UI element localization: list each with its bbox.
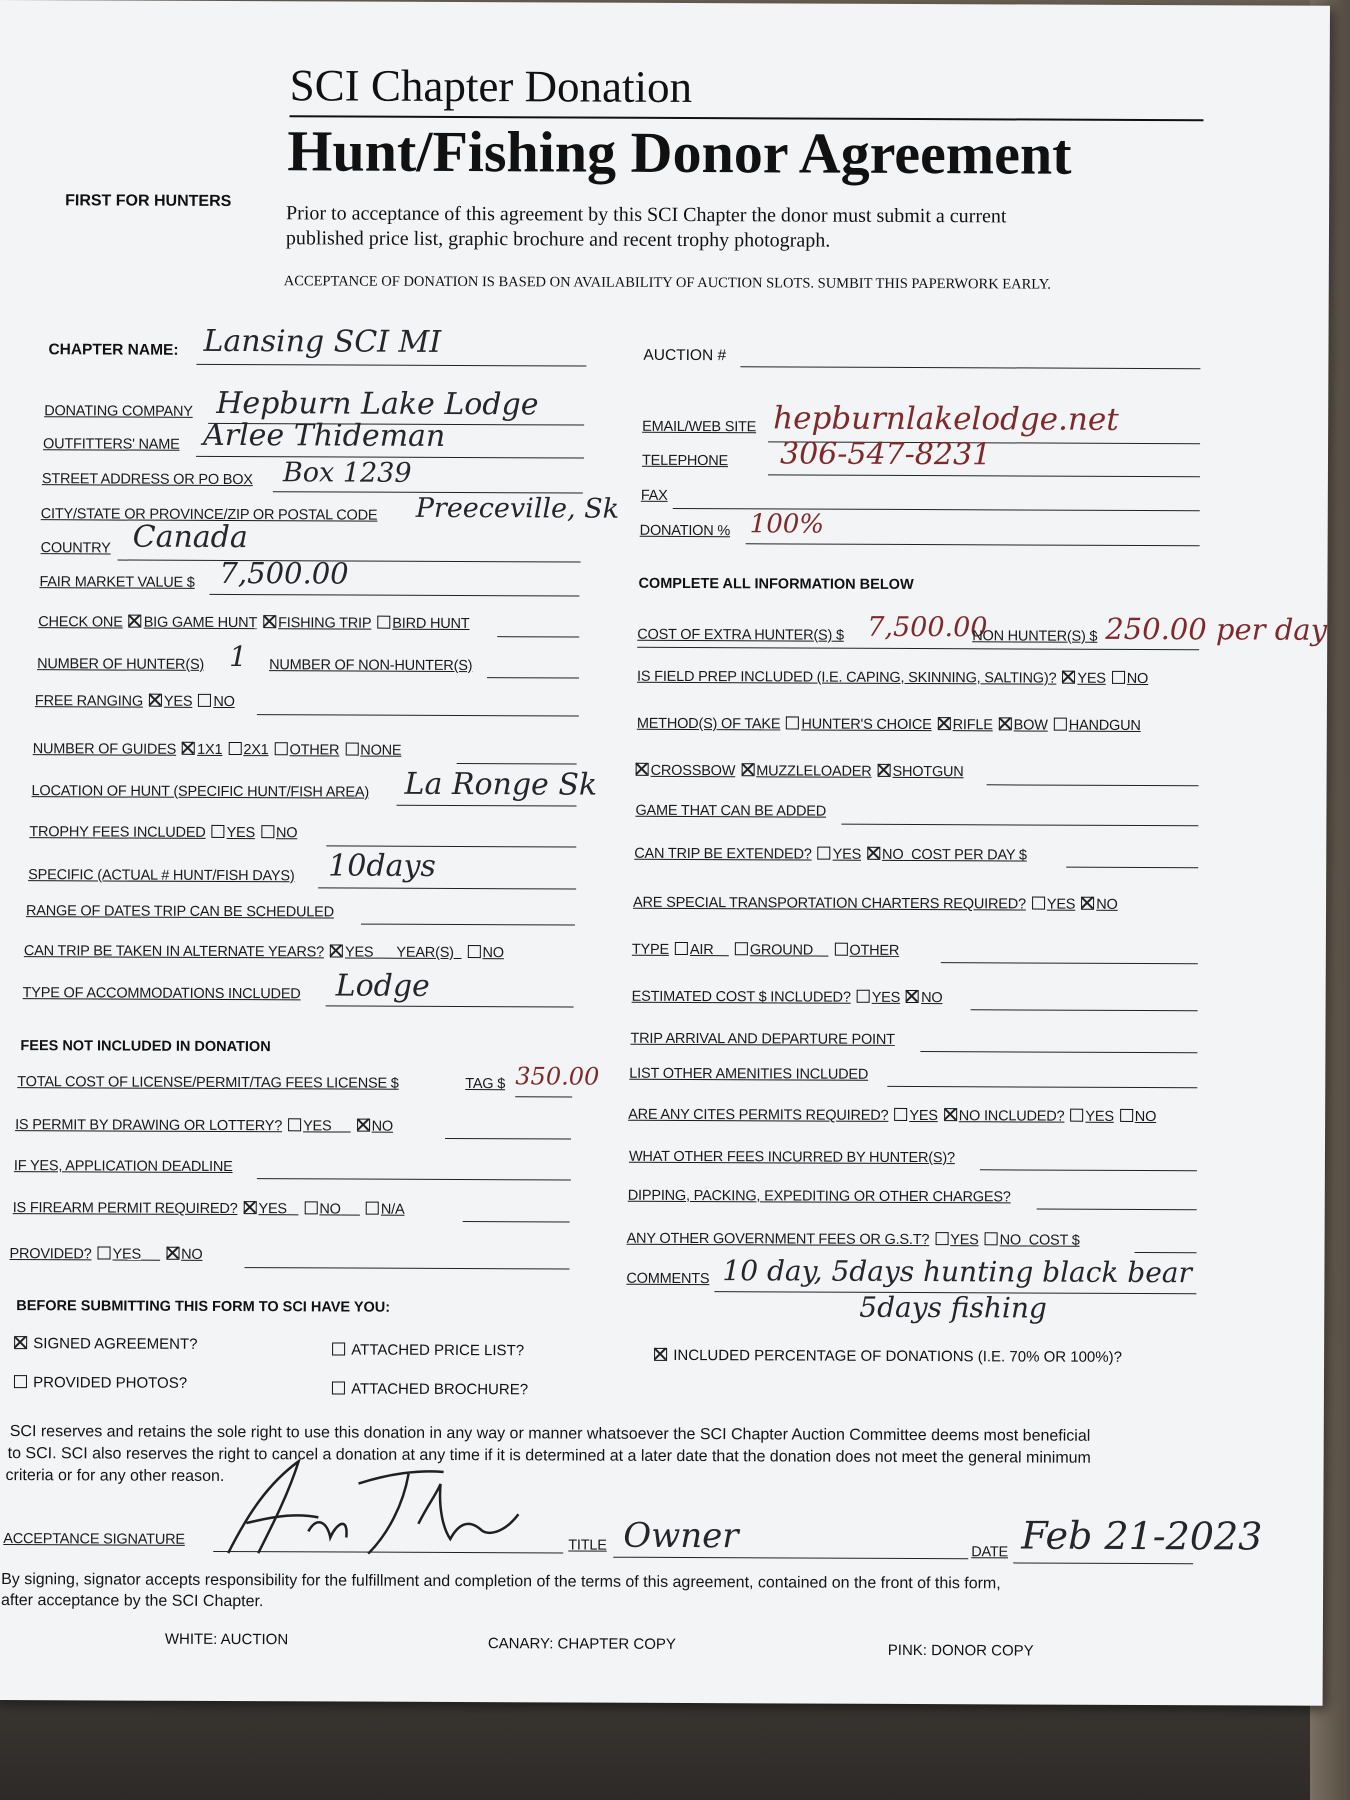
copy-pink: PINK: DONOR COPY	[887, 1641, 1034, 1660]
donation-pct-value: 100%	[749, 509, 825, 540]
trophy-fees-yes-checkbox[interactable]	[212, 825, 225, 838]
reserve-line-3: criteria or for any other reason.	[5, 1467, 225, 1485]
free-ranging-no-checkbox[interactable]	[198, 694, 211, 707]
auction-number-line	[740, 366, 1200, 369]
crossbow-label: CROSSBOW	[650, 762, 736, 780]
provided-row	[9, 1246, 202, 1263]
total-cost-line	[515, 1096, 572, 1097]
cites-included-yes-label: YES	[1085, 1108, 1114, 1125]
title-label: TITLE	[568, 1537, 607, 1554]
deadline-label: IF YES, APPLICATION DEADLINE	[13, 1158, 233, 1176]
cites-included-no-checkbox[interactable]	[1120, 1109, 1133, 1122]
special-transport-row	[633, 895, 1118, 913]
country-value: Canada	[132, 519, 248, 556]
donating-company-label: DONATING COMPANY	[44, 403, 193, 420]
signed-agreement-item	[14, 1335, 197, 1353]
method-label: METHOD(S) OF TAKE	[636, 715, 781, 733]
price-list-label: ATTACHED PRICE LIST?	[351, 1341, 525, 1360]
gov-fees-yes-checkbox[interactable]	[935, 1232, 948, 1245]
extend-yes-label: YES	[832, 846, 862, 863]
date-line	[1013, 1562, 1193, 1564]
guides-none-checkbox[interactable]	[345, 743, 358, 756]
guides-2x1-label: 2X1	[243, 742, 269, 759]
rifle-checkbox[interactable]	[938, 717, 951, 730]
cost-extra-hunter-value: 7,500.00	[867, 611, 988, 644]
telephone-value: 306-547-8231	[779, 436, 992, 473]
total-cost-label: TOTAL COST OF LICENSE/PERMIT/TAG FEES LICENSE $	[17, 1074, 399, 1092]
guides-other-label: OTHER	[289, 742, 340, 759]
bow-checkbox[interactable]	[999, 717, 1012, 730]
muzzleloader-checkbox[interactable]	[741, 763, 754, 776]
auction-number-label: AUCTION #	[643, 346, 727, 365]
handgun-checkbox[interactable]	[1054, 718, 1067, 731]
num-hunters-label: NUMBER OF HUNTER(S)	[37, 656, 205, 673]
non-hunters-label: NON HUNTER(S) $	[972, 628, 1098, 645]
fair-market-value-value: 7,500.00	[219, 555, 349, 591]
country-line	[118, 560, 581, 563]
pct-included-item	[654, 1347, 1122, 1366]
special-transport-no-label: NO	[1096, 896, 1118, 913]
signing-line-2: after acceptance by the SCI Chapter.	[0, 1592, 264, 1611]
firearm-na-label: N/A	[380, 1201, 405, 1218]
field-prep-label: IS FIELD PREP INCLUDED (I.E. CAPING, SKINNING, SALTING)?	[637, 668, 1057, 687]
fishing-trip-label: FISHING TRIP	[278, 615, 372, 632]
other-fees-line	[980, 1169, 1197, 1171]
free-ranging-row	[35, 693, 235, 710]
brochure-item	[332, 1380, 528, 1398]
signed-agreement-checkbox[interactable]	[14, 1336, 27, 1349]
cites-no-checkbox[interactable]	[944, 1108, 957, 1121]
brand-tagline: FIRST FOR HUNTERS	[65, 192, 232, 211]
dipping-label: DIPPING, PACKING, EXPEDITING OR OTHER CHARGES?	[627, 1187, 1011, 1206]
type-other-label: OTHER	[849, 942, 900, 959]
cost-extra-hunter-line	[637, 647, 1199, 650]
firearm-label: IS FIREARM PERMIT REQUIRED?	[12, 1200, 238, 1218]
extend-yes-checkbox[interactable]	[818, 847, 831, 860]
alt-years-no-checkbox[interactable]	[467, 945, 480, 958]
copy-canary: CANARY: CHAPTER COPY	[487, 1635, 676, 1653]
complete-all-heading: COMPLETE ALL INFORMATION BELOW	[638, 575, 914, 593]
est-cost-row	[632, 989, 943, 1006]
deadline-line	[257, 1178, 571, 1180]
trophy-fees-label: TROPHY FEES INCLUDED	[29, 824, 206, 841]
field-prep-no-checkbox[interactable]	[1112, 671, 1125, 684]
method-row	[637, 716, 1141, 734]
field-prep-yes-label: YES	[1077, 670, 1106, 687]
amenities-line	[887, 1086, 1197, 1088]
handgun-label: HANDGUN	[1068, 717, 1141, 734]
street-address-value: Box 1239	[282, 457, 412, 489]
tag-label: TAG $	[465, 1076, 506, 1093]
specific-days-value: 10days	[328, 848, 436, 884]
reserve-line-2: to SCI. SCI also reserves the right to cancel a donation at any time if it is determined at a later date that the donation does not meet the general minimum	[7, 1445, 1091, 1467]
cites-label: ARE ANY CITES PERMITS REQUIRED?	[628, 1106, 889, 1124]
rifle-label: RIFLE	[952, 717, 993, 734]
reserve-line-1: SCI reserves and retains the sole right to use this donation in any way or manner whatsoever the SCI Chapter Auction Committee deems most beneficial	[9, 1423, 1091, 1445]
non-hunters-value: 250.00 per day	[1105, 611, 1328, 647]
extend-label: CAN TRIP BE EXTENDED?	[634, 845, 812, 863]
fair-market-value-label: FAIR MARKET VALUE $	[39, 574, 195, 591]
num-guides-label: NUMBER OF GUIDES	[32, 741, 177, 758]
type-air-label: AIR	[689, 942, 714, 959]
guides-none-label: NONE	[360, 742, 402, 759]
range-dates-line	[361, 924, 575, 926]
check-one-row	[38, 614, 469, 632]
comments-value-1: 10 day, 5days hunting black bear	[722, 1254, 1192, 1290]
num-nonhunters-label: NUMBER OF NON-HUNTER(S)	[269, 657, 473, 675]
est-cost-no-label: NO	[921, 990, 943, 1007]
signing-line-1: By signing, signator accepts responsibility for the fulfillment and completion of the terms of this agreement, contained on the front of this form,	[1, 1571, 1001, 1593]
specific-days-line	[318, 887, 576, 889]
provided-yes-label: YES	[112, 1246, 141, 1263]
cost-per-day-label: COST PER DAY $	[911, 846, 1027, 864]
cites-row	[628, 1107, 1156, 1125]
accommodations-value: Lodge	[335, 968, 430, 1004]
firearm-line	[463, 1221, 570, 1222]
outfitters-name-value: Arlee Thideman	[203, 417, 446, 454]
type-ground-checkbox[interactable]	[735, 942, 748, 955]
permit-drawing-label: IS PERMIT BY DRAWING OR LOTTERY?	[15, 1117, 283, 1135]
guides-other-checkbox[interactable]	[275, 742, 288, 755]
price-list-checkbox[interactable]	[332, 1342, 345, 1355]
cites-yes-label: YES	[909, 1107, 938, 1125]
est-cost-label: ESTIMATED COST $ INCLUDED?	[631, 988, 851, 1006]
gov-fees-row	[627, 1231, 1080, 1249]
fair-market-value-line	[209, 594, 579, 597]
date-label: DATE	[971, 1544, 1009, 1561]
firearm-yes-checkbox[interactable]	[243, 1201, 256, 1214]
free-ranging-line	[257, 714, 579, 716]
alt-years-no-label: NO	[482, 945, 504, 962]
method-line-2	[987, 784, 1199, 786]
location-value: La Ronge Sk	[404, 766, 598, 803]
alt-years-label: CAN TRIP BE TAKEN IN ALTERNATE YEARS?	[23, 943, 325, 961]
gov-fees-label: ANY OTHER GOVERNMENT FEES OR G.S.T?	[626, 1230, 930, 1249]
cites-yes-checkbox[interactable]	[894, 1108, 907, 1121]
extend-line	[1066, 867, 1198, 869]
trophy-fees-line	[326, 845, 576, 847]
firearm-row	[13, 1200, 405, 1218]
location-line	[396, 805, 576, 807]
field-prep-yes-checkbox[interactable]	[1062, 671, 1075, 684]
big-game-label: BIG GAME HUNT	[143, 614, 258, 632]
special-transport-yes-label: YES	[1046, 896, 1076, 913]
big-game-checkbox[interactable]	[129, 615, 142, 628]
form-title-small: SCI Chapter Donation	[289, 60, 693, 113]
bird-hunt-label: BIRD HUNT	[392, 615, 470, 633]
email-value: hepburnlakelodge.net	[773, 400, 1119, 438]
est-cost-yes-label: YES	[871, 989, 901, 1006]
trophy-fees-no-checkbox[interactable]	[261, 825, 274, 838]
hunters-choice-label: HUNTER'S CHOICE	[801, 716, 932, 734]
hunters-choice-checkbox[interactable]	[786, 716, 799, 729]
permit-drawing-line	[445, 1138, 571, 1140]
country-label: COUNTRY	[40, 540, 111, 557]
dipping-line	[1037, 1209, 1197, 1211]
num-guides-row	[33, 741, 402, 759]
copy-white: WHITE: AUCTION	[164, 1630, 289, 1649]
free-ranging-yes-checkbox[interactable]	[149, 694, 162, 707]
shotgun-label: SHOTGUN	[892, 763, 964, 781]
trophy-fees-yes-label: YES	[226, 824, 256, 842]
special-transport-label: ARE SPECIAL TRANSPORTATION CHARTERS REQUIRED?	[633, 894, 1026, 913]
special-transport-yes-checkbox[interactable]	[1032, 897, 1045, 910]
free-ranging-label: FREE RANGING	[34, 693, 143, 710]
firearm-yes-label: YES	[258, 1201, 287, 1218]
amenities-label: LIST OTHER AMENITIES INCLUDED	[629, 1065, 869, 1083]
chapter-name-line	[196, 364, 586, 367]
date-value: Feb 21-2023	[1021, 1513, 1263, 1559]
firearm-no-checkbox[interactable]	[304, 1201, 317, 1214]
pct-included-label: INCLUDED PERCENTAGE OF DONATIONS (I.E. 70% OR 100%)?	[673, 1346, 1123, 1366]
permit-drawing-no-checkbox[interactable]	[357, 1119, 370, 1132]
permit-drawing-row	[15, 1117, 393, 1135]
provided-yes-checkbox[interactable]	[98, 1246, 111, 1259]
shotgun-checkbox[interactable]	[877, 764, 890, 777]
check-one-label: CHECK ONE	[38, 614, 123, 631]
num-guides-line	[457, 763, 577, 765]
donation-pct-label: DONATION %	[639, 522, 731, 540]
gov-fees-no-checkbox[interactable]	[985, 1232, 998, 1245]
game-added-line	[841, 824, 1198, 827]
chapter-name-value: Lansing SCI MI	[203, 323, 442, 360]
type-other-checkbox[interactable]	[834, 943, 847, 956]
availability-notice: ACCEPTANCE OF DONATION IS BASED ON AVAILABILITY OF AUCTION SLOTS. SUMBIT THIS PAPERWORK EARLY.	[283, 273, 1051, 293]
arrival-label: TRIP ARRIVAL AND DEPARTURE POINT	[630, 1030, 895, 1048]
donation-pct-line	[746, 543, 1200, 546]
chapter-name-label: CHAPTER NAME:	[48, 341, 179, 359]
bird-hunt-checkbox[interactable]	[377, 616, 390, 629]
title-line	[613, 1557, 968, 1560]
provided-no-checkbox[interactable]	[166, 1247, 179, 1260]
est-cost-line	[971, 1009, 1198, 1011]
price-list-item	[332, 1341, 524, 1359]
permit-drawing-yes-label: YES	[303, 1118, 332, 1135]
method-row-2	[630, 763, 964, 780]
intro-line-1: Prior to acceptance of this agreement by this SCI Chapter the donor must submit a current	[286, 202, 1007, 228]
signature-image	[218, 1453, 538, 1564]
alt-years-years-label: YEAR(S)	[396, 944, 454, 961]
title-value: Owner	[623, 1515, 739, 1557]
street-address-label: STREET ADDRESS OR PO BOX	[41, 471, 253, 489]
free-ranging-no-label: NO	[213, 693, 235, 711]
range-dates-label: RANGE OF DATES TRIP CAN BE SCHEDULED	[25, 903, 334, 921]
donating-company-value: Hepburn Lake Lodge	[216, 385, 539, 423]
free-ranging-yes-label: YES	[163, 693, 193, 710]
alt-years-row	[24, 943, 504, 961]
permit-drawing-yes-checkbox[interactable]	[288, 1118, 301, 1131]
provided-no-label: NO	[181, 1246, 203, 1263]
field-prep-row	[637, 669, 1148, 687]
provided-label: PROVIDED?	[9, 1246, 92, 1263]
cites-included-label: INCLUDED?	[983, 1108, 1065, 1125]
num-hunters-line	[487, 677, 579, 678]
fishing-trip-checkbox[interactable]	[263, 615, 276, 628]
gov-fees-cost-label: COST $	[1028, 1232, 1080, 1249]
telephone-label: TELEPHONE	[641, 452, 729, 470]
gov-fees-yes-label: YES	[950, 1232, 979, 1249]
firearm-no-label: NO	[319, 1201, 341, 1218]
cites-included-no-label: NO	[1134, 1108, 1157, 1126]
photos-checkbox[interactable]	[14, 1375, 27, 1388]
cost-extra-hunter-label: COST OF EXTRA HUNTER(S) $	[637, 626, 844, 644]
crossbow-checkbox[interactable]	[636, 763, 649, 776]
telephone-line	[768, 474, 1200, 477]
arrival-line	[920, 1051, 1197, 1053]
type-ground-label: GROUND	[749, 942, 814, 959]
photos-item	[14, 1374, 187, 1392]
form-title-big: Hunt/Fishing Donor Agreement	[287, 118, 1072, 187]
trophy-fees-row	[29, 824, 297, 841]
intro-line-2: published price list, graphic brochure and recent trophy photograph.	[285, 227, 831, 252]
email-label: EMAIL/WEB SITE	[642, 418, 757, 436]
outfitters-name-label: OUTFITTERS' NAME	[43, 436, 180, 453]
game-added-label: GAME THAT CAN BE ADDED	[635, 802, 827, 820]
transport-type-row	[632, 942, 899, 959]
gov-fees-no-label: NO	[999, 1232, 1022, 1249]
tag-value: 350.00	[515, 1062, 600, 1091]
est-cost-yes-checkbox[interactable]	[857, 990, 870, 1003]
pct-included-checkbox[interactable]	[654, 1348, 667, 1361]
accommodations-line	[326, 1005, 574, 1007]
est-cost-no-checkbox[interactable]	[906, 990, 919, 1003]
num-hunters-value: 1	[229, 640, 248, 674]
comments-value-2: 5days fishing	[859, 1290, 1047, 1325]
acceptance-signature-label: ACCEPTANCE SIGNATURE	[3, 1531, 185, 1548]
firearm-na-checkbox[interactable]	[366, 1202, 379, 1215]
signed-agreement-label: SIGNED AGREEMENT?	[33, 1335, 198, 1353]
specific-days-label: SPECIFIC (ACTUAL # HUNT/FISH DAYS)	[28, 867, 295, 885]
type-air-checkbox[interactable]	[675, 942, 688, 955]
other-fees-label: WHAT OTHER FEES INCURRED BY HUNTER(S)?	[628, 1148, 955, 1167]
brochure-checkbox[interactable]	[332, 1381, 345, 1394]
provided-line	[244, 1267, 569, 1269]
guides-2x1-checkbox[interactable]	[228, 742, 241, 755]
city-value: Preeceville, Sk	[415, 492, 620, 525]
permit-drawing-no-label: NO	[371, 1118, 394, 1135]
brochure-label: ATTACHED BROCHURE?	[351, 1380, 529, 1399]
extend-row	[634, 846, 1027, 864]
comments-label: COMMENTS	[626, 1270, 710, 1288]
trophy-fees-no-label: NO	[275, 825, 298, 842]
extend-no-checkbox[interactable]	[867, 847, 880, 860]
accommodations-label: TYPE OF ACCOMMODATIONS INCLUDED	[22, 985, 301, 1003]
gov-fees-line	[1135, 1252, 1197, 1253]
extend-no-label: NO	[882, 846, 904, 863]
alt-years-yes-checkbox[interactable]	[330, 944, 343, 957]
muzzleloader-label: MUZZLELOADER	[756, 763, 872, 780]
photos-label: PROVIDED PHOTOS?	[33, 1374, 188, 1392]
transport-type-line	[941, 962, 1198, 964]
type-label: TYPE	[631, 941, 669, 958]
check-one-line	[497, 636, 579, 637]
fax-label: FAX	[640, 487, 668, 504]
special-transport-no-checkbox[interactable]	[1081, 897, 1094, 910]
before-submitting-heading: BEFORE SUBMITTING THIS FORM TO SCI HAVE YOU:	[16, 1298, 391, 1316]
cites-included-yes-checkbox[interactable]	[1070, 1109, 1083, 1122]
cites-no-label: NO	[958, 1108, 981, 1125]
fees-not-included-heading: FEES NOT INCLUDED IN DONATION	[20, 1038, 271, 1056]
guides-1x1-label: 1X1	[197, 741, 223, 758]
location-label: LOCATION OF HUNT (SPECIFIC HUNT/FISH AREA)	[31, 783, 370, 801]
field-prep-no-label: NO	[1126, 670, 1149, 688]
alt-years-yes-label: YES	[344, 944, 374, 961]
bow-label: BOW	[1013, 717, 1048, 734]
guides-1x1-checkbox[interactable]	[182, 742, 195, 755]
city-label: CITY/STATE OR PROVINCE/ZIP OR POSTAL CODE	[40, 506, 378, 524]
